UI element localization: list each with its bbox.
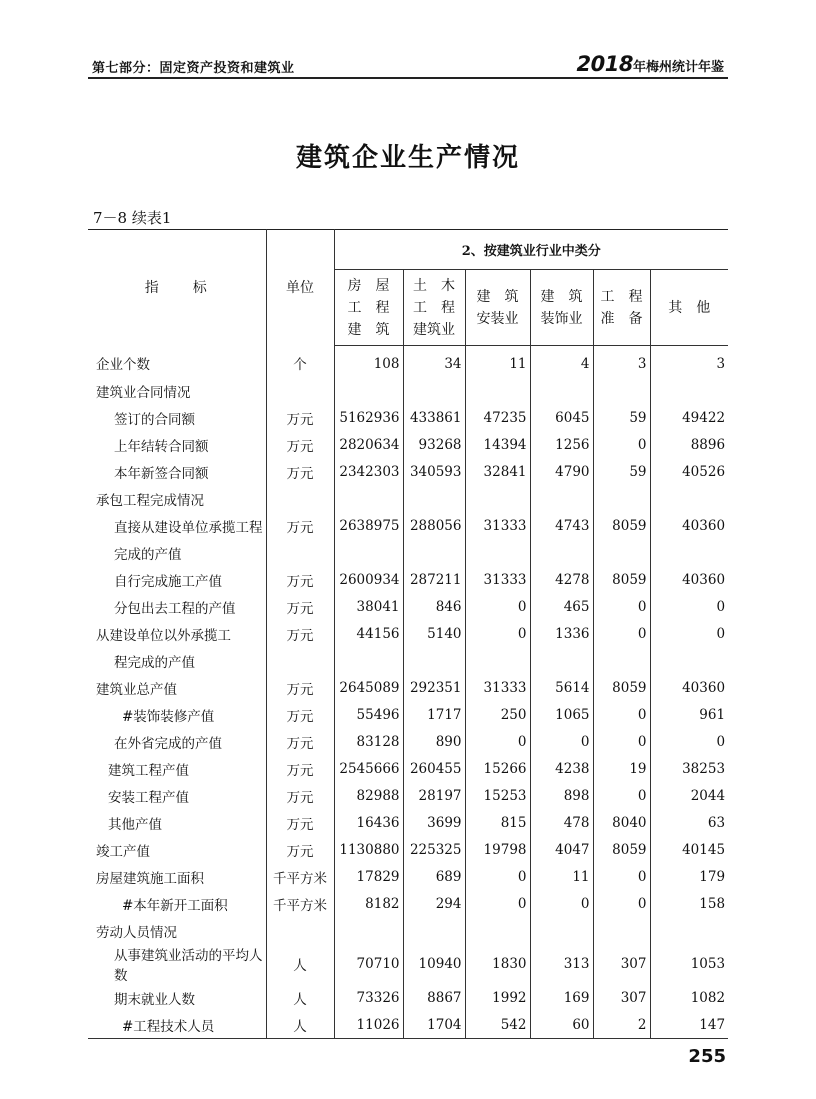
- cell-value: [650, 377, 728, 404]
- page-title: 建筑企业生产情况: [295, 143, 520, 173]
- cell-value: 4790: [530, 458, 593, 485]
- cell-value: 3: [593, 346, 650, 378]
- row-label: #本年新开工面积: [122, 897, 228, 914]
- cell-value: 2: [593, 1011, 650, 1039]
- cell-value: 73326: [334, 984, 403, 1011]
- cell-value: 0: [593, 782, 650, 809]
- cell-value: 17829: [334, 863, 403, 890]
- row-label: 本年新签合同额: [114, 465, 209, 482]
- cell-value: 0: [465, 863, 530, 890]
- cell-value: 38253: [650, 755, 728, 782]
- cell-value: [593, 485, 650, 512]
- cell-value: 2545666: [334, 755, 403, 782]
- cell-value: 2645089: [334, 674, 403, 701]
- cell-value: 0: [465, 593, 530, 620]
- table-row: [88, 917, 728, 944]
- table-row: [88, 836, 728, 863]
- cell-value: 8059: [593, 566, 650, 593]
- row-label: 劳动人员情况: [96, 924, 177, 941]
- header-col: 其 他: [650, 270, 728, 346]
- row-unit: 万元: [266, 701, 334, 728]
- row-label: 期末就业人数: [114, 991, 195, 1008]
- row-label: 承包工程完成情况: [96, 492, 204, 509]
- row-label: #装饰装修产值: [122, 708, 215, 725]
- row-unit: 人: [266, 984, 334, 1011]
- cell-value: 313: [530, 944, 593, 984]
- cell-value: 147: [650, 1011, 728, 1039]
- cell-value: 465: [530, 593, 593, 620]
- table-row: [88, 782, 728, 809]
- row-unit: 人: [266, 1011, 334, 1039]
- cell-value: [334, 647, 403, 674]
- cell-value: [530, 539, 593, 566]
- cell-value: 5162936: [334, 404, 403, 431]
- cell-value: 11: [530, 863, 593, 890]
- row-unit: 万元: [266, 458, 334, 485]
- cell-value: 0: [593, 431, 650, 458]
- cell-value: 2600934: [334, 566, 403, 593]
- row-unit: 万元: [266, 566, 334, 593]
- cell-value: 59: [593, 404, 650, 431]
- cell-value: [593, 647, 650, 674]
- cell-value: [334, 377, 403, 404]
- header-group: 2、按建筑业行业中类分: [334, 230, 728, 270]
- cell-value: 294: [403, 890, 465, 917]
- row-unit: 个: [266, 346, 334, 378]
- cell-value: [403, 485, 465, 512]
- cell-value: 2820634: [334, 431, 403, 458]
- cell-value: 2342303: [334, 458, 403, 485]
- cell-value: 0: [593, 890, 650, 917]
- cell-value: 8059: [593, 512, 650, 539]
- row-label: 签订的合同额: [114, 411, 195, 428]
- cell-value: 70710: [334, 944, 403, 984]
- row-label: 完成的产值: [114, 546, 182, 563]
- table-row: [88, 984, 728, 1011]
- cell-value: 250: [465, 701, 530, 728]
- cell-value: 1717: [403, 701, 465, 728]
- row-label: 从事建筑业活动的平均人数: [114, 948, 263, 984]
- cell-value: 34: [403, 346, 465, 378]
- cell-value: [465, 917, 530, 944]
- cell-value: 8896: [650, 431, 728, 458]
- header-col: 土 木 工 程 建筑业: [403, 270, 465, 346]
- cell-value: 49422: [650, 404, 728, 431]
- row-unit: 万元: [266, 512, 334, 539]
- cell-value: 307: [593, 944, 650, 984]
- cell-value: [403, 917, 465, 944]
- cell-value: 4238: [530, 755, 593, 782]
- cell-value: 292351: [403, 674, 465, 701]
- cell-value: [593, 917, 650, 944]
- cell-value: 542: [465, 1011, 530, 1039]
- cell-value: 689: [403, 863, 465, 890]
- row-unit: [266, 647, 334, 674]
- row-label: 在外省完成的产值: [114, 735, 222, 752]
- cell-value: [650, 485, 728, 512]
- row-unit: [266, 485, 334, 512]
- cell-value: 10940: [403, 944, 465, 984]
- table-row: [88, 1011, 728, 1039]
- row-unit: 万元: [266, 431, 334, 458]
- row-label: 从建设单位以外承揽工: [96, 627, 231, 644]
- cell-value: 8059: [593, 836, 650, 863]
- row-label: 上年结转合同额: [114, 438, 209, 455]
- cell-value: 961: [650, 701, 728, 728]
- row-unit: 万元: [266, 404, 334, 431]
- row-unit: 万元: [266, 782, 334, 809]
- cell-value: 8182: [334, 890, 403, 917]
- cell-value: 59: [593, 458, 650, 485]
- row-unit: 人: [266, 944, 334, 984]
- table-row: [88, 728, 728, 755]
- yearbook-year: 2018: [576, 52, 633, 76]
- cell-value: 14394: [465, 431, 530, 458]
- cell-value: 0: [530, 728, 593, 755]
- cell-value: 3699: [403, 809, 465, 836]
- cell-value: [650, 917, 728, 944]
- cell-value: 307: [593, 984, 650, 1011]
- page-number: 255: [688, 1046, 726, 1067]
- row-label: 分包出去工程的产值: [114, 600, 236, 617]
- cell-value: [530, 377, 593, 404]
- cell-value: 4278: [530, 566, 593, 593]
- table-row: [88, 485, 728, 512]
- row-label: 建筑工程产值: [108, 762, 189, 779]
- cell-value: 40360: [650, 566, 728, 593]
- row-label: 安装工程产值: [108, 789, 189, 806]
- cell-value: 815: [465, 809, 530, 836]
- table-row: [88, 566, 728, 593]
- cell-value: 0: [593, 620, 650, 647]
- header-col: 工 程 准 备: [593, 270, 650, 346]
- cell-value: 1704: [403, 1011, 465, 1039]
- cell-value: 0: [650, 728, 728, 755]
- cell-value: 19798: [465, 836, 530, 863]
- cell-value: [530, 485, 593, 512]
- cell-value: 0: [593, 728, 650, 755]
- header-col: 建 筑 安装业: [465, 270, 530, 346]
- cell-value: 31333: [465, 512, 530, 539]
- table-row: [88, 809, 728, 836]
- cell-value: [403, 647, 465, 674]
- row-label: #工程技术人员: [88, 1011, 266, 1039]
- cell-value: 8059: [593, 674, 650, 701]
- cell-value: 82988: [334, 782, 403, 809]
- cell-value: 6045: [530, 404, 593, 431]
- table-row: [88, 539, 728, 566]
- row-label: 竣工产值: [96, 843, 150, 860]
- row-unit: 万元: [266, 728, 334, 755]
- row-label: 房屋建筑施工面积: [96, 870, 204, 887]
- cell-value: 15253: [465, 782, 530, 809]
- table-number: 7－8 续表1: [93, 209, 172, 227]
- cell-value: 5140: [403, 620, 465, 647]
- cell-value: 225325: [403, 836, 465, 863]
- cell-value: 31333: [465, 566, 530, 593]
- cell-value: 108: [334, 346, 403, 378]
- row-unit: 万元: [266, 809, 334, 836]
- cell-value: 40360: [650, 512, 728, 539]
- table-row: [88, 404, 728, 431]
- cell-value: 0: [465, 728, 530, 755]
- cell-value: 1130880: [334, 836, 403, 863]
- cell-value: 40145: [650, 836, 728, 863]
- table-row: [88, 755, 728, 782]
- cell-value: 4743: [530, 512, 593, 539]
- header-rule: [88, 77, 728, 79]
- cell-value: 340593: [403, 458, 465, 485]
- header-indicator: 指 标: [144, 279, 209, 296]
- yearbook-header: [577, 52, 724, 76]
- table-row: [88, 593, 728, 620]
- cell-value: [465, 647, 530, 674]
- cell-value: 1992: [465, 984, 530, 1011]
- cell-value: 31333: [465, 674, 530, 701]
- header-col: 房 屋 工 程 建 筑: [334, 270, 403, 346]
- cell-value: 55496: [334, 701, 403, 728]
- cell-value: 93268: [403, 431, 465, 458]
- cell-value: [530, 647, 593, 674]
- cell-value: 8040: [593, 809, 650, 836]
- row-unit: [266, 377, 334, 404]
- cell-value: [650, 647, 728, 674]
- cell-value: 15266: [465, 755, 530, 782]
- cell-value: 11: [465, 346, 530, 378]
- cell-value: 40526: [650, 458, 728, 485]
- cell-value: 1065: [530, 701, 593, 728]
- cell-value: [334, 917, 403, 944]
- header-unit: 单位: [266, 230, 334, 346]
- cell-value: 898: [530, 782, 593, 809]
- cell-value: 44156: [334, 620, 403, 647]
- cell-value: 169: [530, 984, 593, 1011]
- cell-value: 40360: [650, 674, 728, 701]
- table-row: [88, 701, 728, 728]
- cell-value: 179: [650, 863, 728, 890]
- cell-value: 1082: [650, 984, 728, 1011]
- cell-value: 47235: [465, 404, 530, 431]
- cell-value: 0: [465, 890, 530, 917]
- cell-value: 11026: [334, 1011, 403, 1039]
- table-row: [88, 674, 728, 701]
- cell-value: 5614: [530, 674, 593, 701]
- cell-value: 288056: [403, 512, 465, 539]
- row-unit: 万元: [266, 593, 334, 620]
- row-label: 企业个数: [96, 357, 150, 374]
- header-col: 建 筑 装饰业: [530, 270, 593, 346]
- table-row: [88, 431, 728, 458]
- cell-value: 0: [465, 620, 530, 647]
- cell-value: 1336: [530, 620, 593, 647]
- cell-value: 2638975: [334, 512, 403, 539]
- cell-value: 60: [530, 1011, 593, 1039]
- cell-value: 0: [530, 890, 593, 917]
- cell-value: [593, 377, 650, 404]
- cell-value: [403, 377, 465, 404]
- cell-value: [530, 917, 593, 944]
- yearbook-name: 年梅州统计年鉴: [632, 60, 724, 75]
- cell-value: [465, 485, 530, 512]
- section-header: 第七部分：固定资产投资和建筑业: [92, 61, 295, 76]
- cell-value: 63: [650, 809, 728, 836]
- cell-value: 0: [650, 593, 728, 620]
- row-label: 建筑业合同情况: [96, 384, 191, 401]
- cell-value: [334, 485, 403, 512]
- cell-value: 28197: [403, 782, 465, 809]
- cell-value: 83128: [334, 728, 403, 755]
- cell-value: 0: [593, 863, 650, 890]
- cell-value: 478: [530, 809, 593, 836]
- row-label: 建筑业总产值: [96, 681, 177, 698]
- row-label: 程完成的产值: [114, 654, 195, 671]
- cell-value: 260455: [403, 755, 465, 782]
- table-row: [88, 377, 728, 404]
- cell-value: 8867: [403, 984, 465, 1011]
- row-unit: [266, 917, 334, 944]
- cell-value: [334, 539, 403, 566]
- row-label: 其他产值: [108, 816, 162, 833]
- table-row: [88, 890, 728, 917]
- cell-value: 38041: [334, 593, 403, 620]
- cell-value: 846: [403, 593, 465, 620]
- cell-value: 1256: [530, 431, 593, 458]
- row-label: 自行完成施工产值: [114, 573, 222, 590]
- row-unit: 万元: [266, 836, 334, 863]
- table-row: [88, 620, 728, 647]
- cell-value: [465, 539, 530, 566]
- row-unit: 千平方米: [266, 890, 334, 917]
- cell-value: 0: [593, 593, 650, 620]
- cell-value: 3: [650, 346, 728, 378]
- row-unit: 万元: [266, 755, 334, 782]
- table-row: [88, 512, 728, 539]
- cell-value: 4047: [530, 836, 593, 863]
- row-unit: 万元: [266, 620, 334, 647]
- cell-value: [403, 539, 465, 566]
- table-row: [88, 944, 728, 984]
- row-label: 直接从建设单位承揽工程: [114, 519, 263, 536]
- row-unit: [266, 539, 334, 566]
- cell-value: [593, 539, 650, 566]
- cell-value: 2044: [650, 782, 728, 809]
- table-row: [88, 458, 728, 485]
- row-unit: 万元: [266, 674, 334, 701]
- cell-value: 287211: [403, 566, 465, 593]
- cell-value: 1053: [650, 944, 728, 984]
- table-row: [88, 863, 728, 890]
- cell-value: 16436: [334, 809, 403, 836]
- cell-value: 19: [593, 755, 650, 782]
- data-table: [88, 229, 728, 1039]
- cell-value: 0: [593, 701, 650, 728]
- cell-value: [465, 377, 530, 404]
- cell-value: 32841: [465, 458, 530, 485]
- cell-value: 890: [403, 728, 465, 755]
- cell-value: 4: [530, 346, 593, 378]
- cell-value: 158: [650, 890, 728, 917]
- table-row: [88, 647, 728, 674]
- cell-value: [650, 539, 728, 566]
- table-row: [88, 346, 728, 378]
- cell-value: 0: [650, 620, 728, 647]
- cell-value: 1830: [465, 944, 530, 984]
- row-unit: 千平方米: [266, 863, 334, 890]
- cell-value: 433861: [403, 404, 465, 431]
